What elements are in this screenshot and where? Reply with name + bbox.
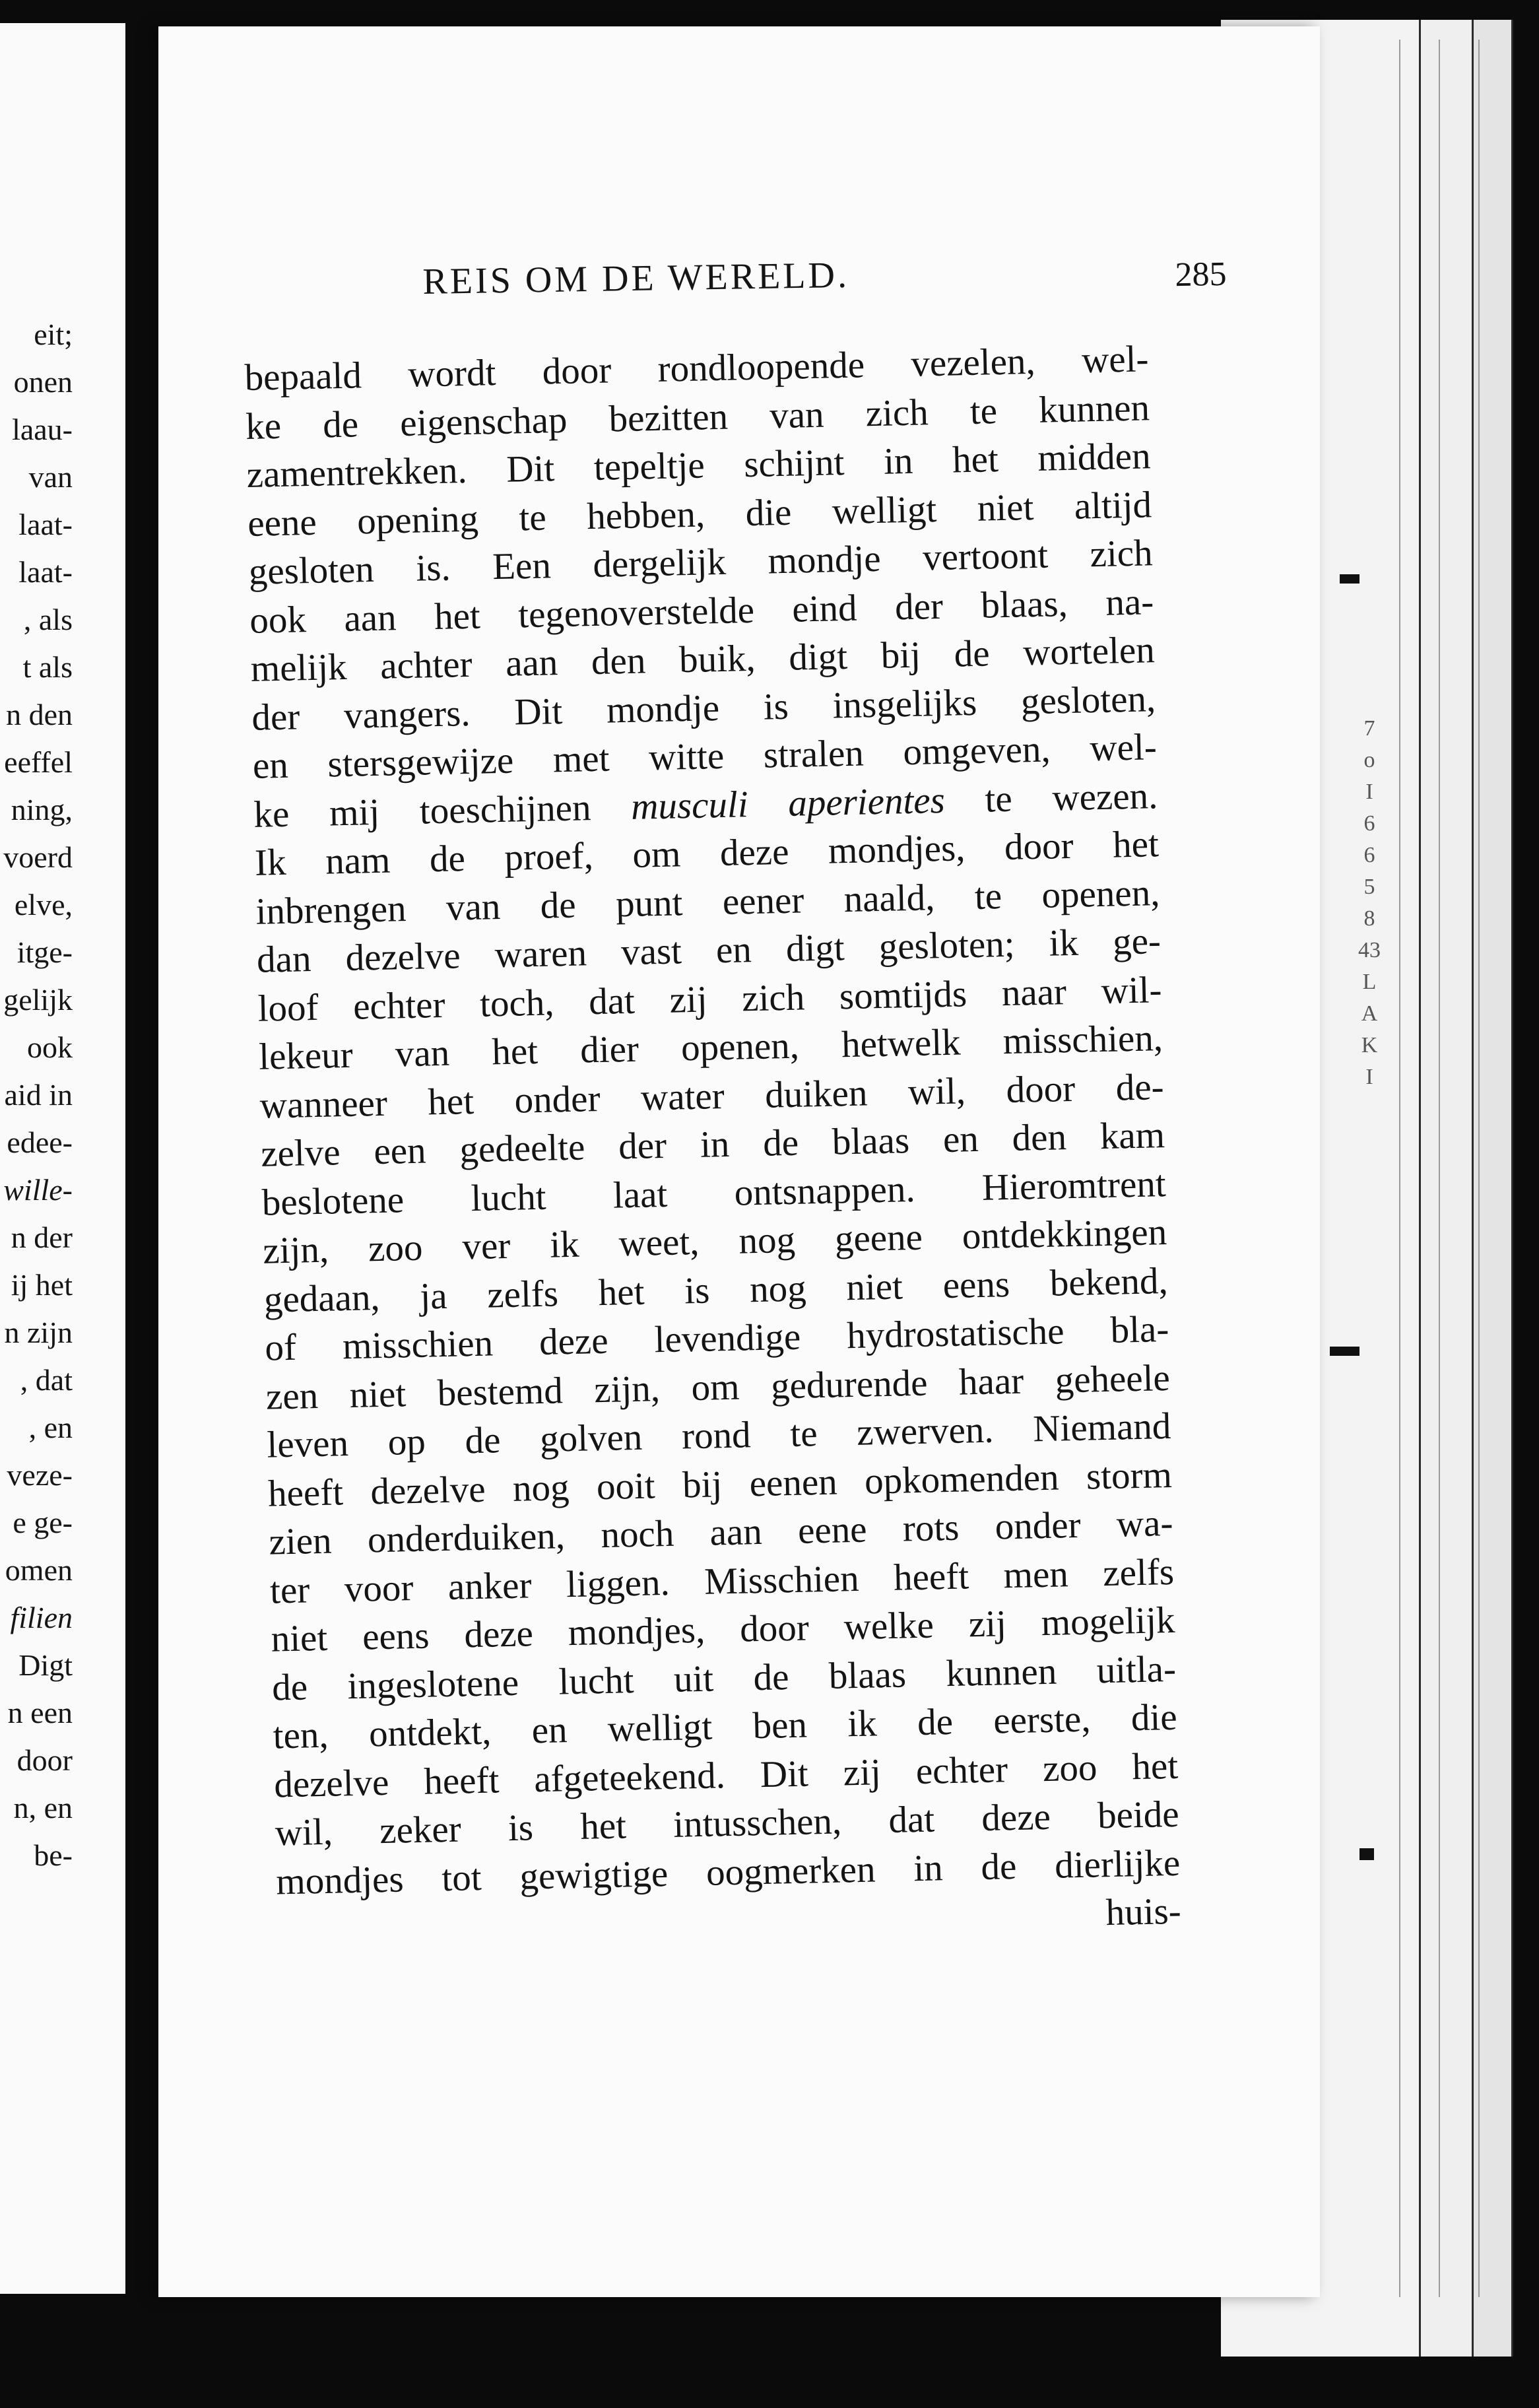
edge-mark: 5 — [1363, 875, 1375, 899]
edge-mark: L — [1362, 970, 1377, 994]
left-page-fragment — [0, 23, 125, 2294]
text-span: zijn, zoo ver ik weet, nog geene ontdekkingen — [262, 1211, 1167, 1272]
text-span: de ingeslotene lucht uit de blaas kunnen uitla- — [271, 1648, 1177, 1709]
text-span: lekeur van het dier openen, hetwelk misschien, — [258, 1017, 1163, 1078]
text-span: wanneer het onder water duiken wil, door de- — [259, 1065, 1165, 1127]
edge-tick — [1330, 1347, 1359, 1356]
left-page-line: veze- — [7, 1458, 73, 1492]
left-page-line: e ge- — [13, 1506, 73, 1539]
text-span: ook aan het tegenoverstelde eind der blaas, na- — [249, 580, 1154, 642]
edge-mark: I — [1365, 1065, 1373, 1089]
edge-mark: 6 — [1363, 843, 1375, 867]
left-page-line: laat- — [18, 555, 73, 589]
text-span: zamentrekken. Dit tepeltje schijnt in het midden — [246, 435, 1152, 496]
left-page-line: eit; — [34, 318, 73, 351]
edge-mark: 43 — [1358, 938, 1381, 962]
left-page-line: n der — [11, 1221, 73, 1254]
page-edge-marks — [1356, 713, 1383, 1093]
left-page-line: van — [28, 460, 73, 494]
text-span: loof echter toch, dat zij zich somtijds naar wil- — [257, 968, 1163, 1030]
left-page-line: , dat — [20, 1363, 73, 1397]
left-page-line: n, en — [13, 1791, 73, 1824]
text-span: zen niet bestemd zijn, om gedurende haar geheele — [265, 1356, 1171, 1418]
left-page-line: voerd — [3, 840, 73, 874]
text-span: dan dezelve waren vast en digt gesloten; ik ge- — [256, 920, 1162, 981]
page-edge-line — [1439, 40, 1440, 2297]
text-span: zelve een gedeelte der in de blaas en den kam — [260, 1114, 1165, 1175]
left-page-line: eeffel — [4, 745, 73, 779]
left-page-line: ning, — [11, 793, 73, 826]
edge-mark: 7 — [1363, 716, 1375, 741]
text-span: wil, zeker is het intusschen, dat deze beide — [275, 1793, 1180, 1854]
text-span: mondjes tot gewigtige oogmerken in de dierlijke — [275, 1842, 1181, 1902]
left-page-line: filien — [10, 1601, 73, 1634]
left-page-line: Digt — [18, 1648, 73, 1682]
left-page-line: aid in — [4, 1078, 73, 1112]
text-span: leven op de golven rond te zwerven. Niemand — [266, 1405, 1171, 1466]
left-page-line: omen — [5, 1553, 73, 1587]
left-page-line: onen — [13, 365, 73, 399]
page-edge-line — [1399, 40, 1400, 2297]
page-number: 285 — [1175, 255, 1227, 294]
left-page-line: ook — [27, 1030, 73, 1064]
left-page-line: ij het — [11, 1268, 73, 1302]
left-page-line: elve, — [14, 888, 73, 921]
left-page-line: n den — [6, 698, 73, 731]
text-span: zien onderduiken, noch aan eene rots onder wa- — [268, 1502, 1173, 1563]
text-span: ke mij toeschijnen — [253, 786, 592, 836]
text-span: inbrengen van de punt eener naald, te openen, — [255, 871, 1160, 933]
text-span: gesloten is. Een dergelijk mondje vertoont zich — [248, 532, 1154, 593]
page-edge-line — [1478, 40, 1480, 2297]
text-span: ten, ontdekt, en welligt ben ik de eerste, die — [273, 1696, 1178, 1757]
text-span: eene opening te hebben, die welligt niet altijd — [247, 483, 1152, 545]
edge-tick — [1340, 574, 1359, 584]
left-page-line: laat- — [18, 508, 73, 541]
edge-mark: K — [1361, 1033, 1378, 1057]
text-span: niet eens deze mondjes, door welke zij mogelijk — [271, 1599, 1176, 1660]
text-span: melijk achter aan den buik, digt bij de wortelen — [250, 629, 1156, 690]
body-text — [244, 335, 1261, 1934]
text-span: der vangers. Dit mondje is insgelijks gesloten, — [251, 677, 1156, 739]
left-page-line: n zijn — [4, 1316, 73, 1349]
text-span: huis- — [1105, 1890, 1182, 1934]
left-page-line: laau- — [12, 413, 73, 446]
left-page-line: , en — [28, 1411, 73, 1444]
edge-mark: 8 — [1363, 906, 1375, 931]
left-page-line: gelijk — [3, 983, 73, 1017]
text-span: beslotene lucht laat ontsnappen. Hieromtrent — [261, 1162, 1167, 1224]
edge-mark: I — [1365, 780, 1373, 804]
text-span: te wezen. — [984, 774, 1158, 820]
right-page — [158, 26, 1320, 2297]
italic-phrase: musculi aperientes — [630, 779, 946, 828]
text-span: gedaan, ja zelfs het is nog niet eens bekend, — [263, 1259, 1169, 1321]
text-span: ke de eigenschap bezitten van zich te kunnen — [245, 386, 1150, 448]
left-page-line: be- — [34, 1838, 73, 1872]
left-page-line: door — [16, 1743, 73, 1777]
text-span: bepaald wordt door rondloopende vezelen, wel- — [244, 338, 1150, 399]
text-span: Ik nam de proef, om deze mondjes, door het — [254, 823, 1160, 884]
text-span: heeft dezelve nog ooit bij eenen opkomenden storm — [267, 1454, 1173, 1515]
left-page-line: n een — [7, 1696, 73, 1729]
running-head-title: REIS OM DE WERELD. — [422, 254, 850, 302]
left-page-line: itge- — [16, 935, 73, 969]
left-page-line: , als — [23, 603, 73, 636]
text-span: ter voor anker liggen. Misschien heeft men zelfs — [269, 1551, 1175, 1612]
left-page-line: t als — [22, 650, 73, 684]
left-page-line: edee- — [7, 1125, 73, 1159]
text-span: of misschien deze levendige hydrostatische bla- — [264, 1308, 1169, 1369]
edge-mark: 6 — [1363, 811, 1375, 836]
text-span: dezelve heeft afgeteekend. Dit zij echter zoo het — [273, 1745, 1179, 1806]
edge-mark: A — [1361, 1001, 1378, 1026]
text-span: en stersgewijze met witte stralen omgeven, wel- — [252, 726, 1158, 787]
left-page-line: wille- — [3, 1173, 73, 1207]
running-head — [422, 248, 1282, 333]
edge-mark: o — [1363, 748, 1375, 772]
edge-tick — [1359, 1848, 1374, 1860]
